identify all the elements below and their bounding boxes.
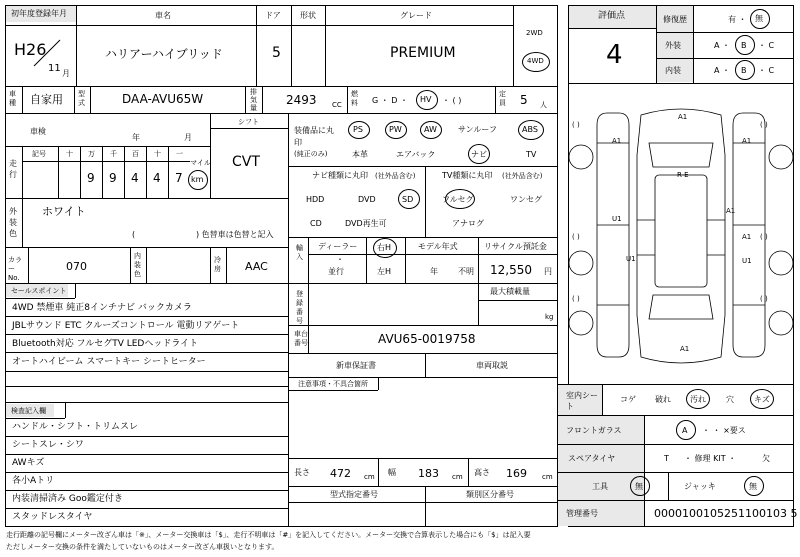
repair-opts: 有 ・ (728, 15, 747, 24)
height-value: 169 (506, 467, 527, 480)
interior-b: B (741, 66, 747, 75)
sales-line-1: JBLサウンド ETC クルーズコントロール 電動リアゲート (12, 321, 240, 331)
equip-aw: AW (424, 125, 437, 134)
seat-hole: 穴 (726, 395, 734, 404)
color-note: ) 色替車は色替と記入 (196, 230, 274, 239)
first-reg-year: H26 (14, 40, 47, 59)
length-cm: cm (364, 473, 375, 481)
inspector-label: 検査記入欄 (11, 407, 46, 415)
import-label: 輸入 (296, 244, 303, 261)
color-no-label: カラーNo. (8, 256, 22, 282)
mark-a1-left: A1 (612, 137, 622, 145)
vehicle-manual: 車両取説 (476, 361, 508, 370)
month-unit: 月 (62, 69, 70, 78)
seat-stain: 汚れ (690, 395, 706, 404)
seat-tear: 破れ (655, 395, 671, 404)
footer-line1: 走行距離の記号欄にメーター改ざん車は「※」、メーター交換車は「$」、走行不明車は「#」を記入してください。メーター交換で合算表示した場合にも「$」は記入要 (6, 531, 531, 539)
shift-label: シフト (238, 118, 259, 126)
mileage-digit-2: 9 (109, 171, 117, 185)
inspector-line-0: ハンドル・シフト・トリムスレ (12, 422, 139, 432)
inspector-line-5: スタッドレスタイヤ (12, 512, 93, 522)
management-label: 管理番号 (566, 509, 598, 518)
import-parallel: 並行 (328, 267, 344, 276)
navi-hdd: HDD (306, 195, 325, 204)
color-label: 外装色 (9, 207, 17, 238)
capacity: 5 (520, 93, 528, 107)
doors: 5 (272, 45, 281, 61)
spare-none: 欠 (762, 454, 770, 463)
chassis-label: 車台番号 (294, 330, 308, 347)
displacement-label: 排気量 (250, 88, 257, 112)
exterior-c: ・ C (758, 41, 775, 50)
equipment-label: 装備品に丸印 (294, 126, 334, 147)
mileage-unit-2: 千 (110, 150, 117, 158)
grade: PREMIUM (390, 45, 456, 61)
sales-line-0: 4WD 禁煙車 純正8インチナビ バックカメラ (12, 303, 192, 313)
mark-u1-lower: U1 (742, 257, 752, 265)
drive-4wd: 4WD (527, 57, 544, 65)
person-unit: 人 (540, 101, 547, 109)
wheel-paren-fr: ( ) (760, 121, 768, 129)
navi-dvd-play: DVD再生可 (345, 219, 387, 228)
front-glass-rest: ・ ・ ×要ス (702, 426, 746, 435)
mark-roof: R-E (677, 171, 689, 179)
mile-label: マイル (190, 159, 211, 167)
model: DAA-AVU65W (122, 92, 204, 106)
color-note-paren: ( (132, 230, 136, 239)
equip-airbag: エアバック (396, 150, 436, 159)
width-label: 幅 (388, 468, 396, 477)
wheel-paren-rl: ( ) (572, 295, 580, 303)
inspector-line-3: 各小Aトリ (12, 476, 55, 486)
mileage-unit-4: 十 (154, 150, 161, 158)
equip-abs: ABS (522, 125, 538, 134)
displacement: 2493 (286, 93, 317, 107)
inspection-year-unit: 年 (132, 133, 140, 142)
shape-label: 形状 (300, 11, 316, 20)
interior-color-label: 内装色 (134, 252, 141, 278)
interior-a: A ・ (714, 66, 731, 75)
fuel-paren: ・ ( ) (442, 96, 462, 105)
equip-pw: PW (389, 125, 402, 134)
mark-a1-lower: A1 (726, 207, 736, 215)
import-dot: ・ (336, 255, 344, 264)
interior-seat-label: 室内シート (566, 391, 598, 411)
model-year-unit: 年 (430, 267, 438, 276)
mileage-unit-5: 一 (176, 150, 183, 158)
sales-label: セールスポイント (11, 287, 67, 295)
recycle-label: リサイクル預託金 (484, 242, 547, 251)
spare-tire-label: スペアタイヤ (568, 454, 616, 463)
inspector-line-4: 内装清掃済み Goo鑑定付き (12, 494, 123, 504)
import-left-h: 左H (377, 267, 392, 276)
mark-a1-right: A1 (742, 137, 752, 145)
model-year-label: モデル年式 (418, 242, 458, 251)
tv-fullseg: フルセグ (442, 195, 474, 204)
car-name: ハリアーハイブリッド (105, 47, 223, 61)
kg-unit: kg (545, 313, 554, 321)
height-label: 高さ (474, 468, 490, 477)
fuel-hv: HV (420, 95, 432, 104)
width-value: 183 (418, 467, 439, 480)
equip-sunroof: サンルーフ (458, 125, 497, 134)
new-car-warranty: 新車保証書 (336, 361, 376, 370)
navi-sub: (社外品含む) (375, 172, 416, 180)
import-right-h: 右H (377, 243, 392, 252)
inspection-month-unit: 月 (184, 133, 192, 142)
usage: 自家用 (30, 93, 63, 106)
capacity-label: 定員 (499, 90, 506, 107)
type-no-label: 型式指定番号 (330, 490, 378, 499)
navi-sd: SD (402, 195, 414, 204)
mileage-digit-1: 9 (87, 171, 95, 185)
width-cm: cm (452, 473, 463, 481)
km-label: km (191, 175, 204, 184)
chassis-value: AVU65-0019758 (378, 332, 476, 346)
wheel-paren-rr: ( ) (760, 295, 768, 303)
jack-none: 無 (749, 482, 757, 491)
spare-kit: ・ 修理 KIT ・ (684, 454, 737, 463)
inspector-line-2: AWキズ (12, 458, 45, 468)
seat-scratch: キズ (754, 395, 770, 404)
tv-analog: アナログ (452, 219, 484, 228)
caution-label: 注意事項・不具合箇所 (298, 380, 368, 388)
footer-line2: ただしメーター交換の条件を満たしていないものはメーター改ざん車扱いとなります。 (6, 543, 279, 551)
first-reg-label: 初年度登録年月 (11, 9, 67, 18)
tvtype-sub: (社外品含む) (502, 172, 543, 180)
equipment-sub: (純正のみ) (294, 150, 328, 158)
interior-c: ・ C (758, 66, 775, 75)
exterior-b: B (741, 41, 747, 50)
inspector-line-1: シートスレ・シワ (12, 440, 84, 450)
height-cm: cm (542, 473, 553, 481)
mark-u1-right: U1 (626, 255, 636, 263)
mileage-label: 走行 (9, 159, 17, 179)
mileage-unit-1: 万 (88, 150, 95, 158)
seat-burn: コゲ (620, 395, 636, 404)
front-glass-label: フロントガラス (566, 426, 622, 435)
wheel-paren-ml: ( ) (572, 233, 580, 241)
fuel-label: 燃料 (351, 90, 358, 107)
management-value: 0000100105251100103 5 (654, 507, 798, 520)
mark-a1-rear: A1 (680, 345, 690, 353)
equip-tv: TV (526, 150, 537, 159)
equip-leather: 本革 (352, 150, 368, 159)
mark-a1-top: A1 (678, 113, 688, 121)
first-reg-month: 11 (48, 63, 61, 74)
exterior-a: A ・ (714, 41, 731, 50)
navi-cd: CD (310, 219, 322, 228)
main-form (5, 5, 558, 527)
navi-dvd: DVD (358, 195, 376, 204)
mileage-unit-3: 百 (132, 150, 139, 158)
wheel-paren-mr: ( ) (760, 233, 768, 241)
tvtype-label: TV種類に丸印 (442, 171, 493, 180)
length-label: 長さ (294, 468, 310, 477)
length-value: 472 (330, 467, 351, 480)
model-year-unknown: 不明 (458, 267, 474, 276)
mileage-digit-3: 4 (131, 171, 139, 185)
recycle-value: 12,550 (490, 263, 532, 277)
shift: CVT (232, 154, 260, 170)
ac-value: AAC (245, 260, 268, 273)
interior-label: 内装 (665, 66, 681, 75)
color-no: 070 (66, 260, 87, 273)
inspection-label: 車検 (30, 127, 46, 136)
equip-navi: ナビ (471, 150, 487, 159)
mileage-unit-0: 十 (66, 150, 73, 158)
tools-none: 無 (635, 482, 643, 491)
model-label: 型式 (78, 90, 85, 107)
sales-line-2: Bluetooth対応 フルセグTV LEDヘッドライト (12, 339, 199, 349)
mark-a1-door-right: A1 (742, 233, 752, 241)
navi-label: ナビ種類に丸印 (312, 171, 368, 180)
tools-label: 工具 (592, 482, 608, 491)
drive-2wd: 2WD (526, 29, 543, 37)
grade-label: グレード (400, 11, 432, 20)
door-label: ドア (265, 11, 281, 20)
fuel-options: G ・ D ・ (372, 96, 408, 105)
registration-label: 登録番号 (296, 290, 303, 325)
score-value: 4 (606, 40, 623, 70)
mark-u1-left: U1 (612, 215, 622, 223)
record-label: 記号 (32, 150, 46, 158)
color-value: ホワイト (42, 205, 86, 218)
yen-unit: 円 (544, 267, 552, 276)
mileage-digit-4: 4 (153, 171, 161, 185)
front-glass-a: A (682, 426, 688, 435)
tv-oneseg: ワンセグ (510, 195, 542, 204)
repair-label: 修復歴 (663, 15, 687, 24)
equip-ps: PS (353, 125, 363, 134)
import-dealer: ディーラー (318, 242, 358, 251)
max-load-label: 最大積載量 (490, 287, 530, 296)
cc-unit: CC (332, 101, 342, 109)
score-label: 評価点 (598, 11, 626, 21)
jack-label: ジャッキ (684, 482, 716, 491)
mileage-digit-5: 7 (175, 171, 183, 185)
sales-line-3: オートハイビーム スマートキー シートヒーター (12, 357, 206, 367)
spare-t: T (664, 454, 669, 463)
repair-none: 無 (755, 14, 763, 23)
class-no-label: 類別区分番号 (466, 490, 514, 499)
ac-label: 冷房 (214, 256, 221, 273)
usage-label: 車種 (9, 90, 16, 107)
exterior-label: 外装 (665, 41, 681, 50)
car-name-label: 車名 (155, 11, 171, 20)
wheel-paren-fl: ( ) (572, 121, 580, 129)
